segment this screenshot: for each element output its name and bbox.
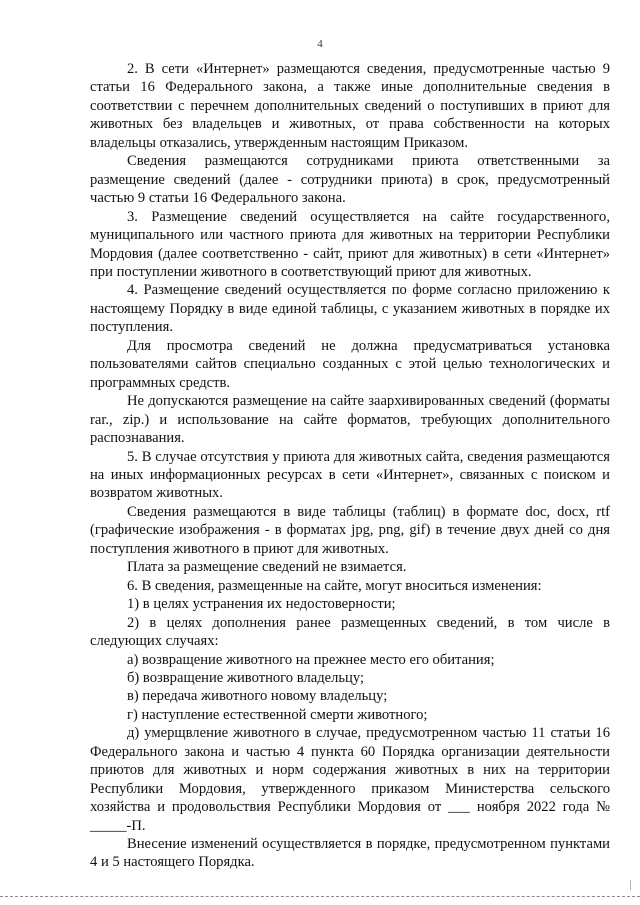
paragraph-changes-procedure: Внесение изменений осуществляется в порядке, предусмотренном пунктами 4 и 5 настоящего Порядка.	[90, 836, 610, 871]
paragraph-publication-by-staff: Сведения размещаются сотрудниками приюта ответственными за размещение сведений (далее - сотрудники приюта) в срок, предусмотренный частью 9 статьи 16 Федерального закона.	[90, 153, 610, 207]
list-item-v: в) передача животного новому владельцу;	[127, 688, 388, 705]
document-body	[90, 60, 610, 872]
paragraph-no-fee: Плата за размещение сведений не взимается.	[127, 559, 407, 576]
list-item-a: а) возвращение животного на прежнее место его обитания;	[127, 651, 495, 668]
paragraph-table-formats: Сведения размещаются в виде таблицы (таблиц) в формате doc, docx, rtf (графические изображения - в форматах jpg, png, gif) в течение двух дней со дня поступления животного в приют для животных.	[90, 503, 610, 557]
page-edge-line	[0, 896, 640, 897]
paragraph-no-special-software: Для просмотра сведений не должна предусматриваться установка пользователями сайтов специально созданных с этой целью технологических и программных средств.	[90, 337, 610, 391]
scan-mark	[630, 880, 631, 890]
list-item-d: д) умерщвление животного в случае, предусмотренном частью 11 статьи 16 Федерального закона и частью 4 пункта 60 Порядка организации деятельности приютов для животных и норм содержания животных в них на территории Республики Мордовия, утвержденного приказом Министерства сельского хозяйства и продовольствия Республики Мордовия от ___ ноября 2022 года № _____-П.	[90, 725, 610, 834]
paragraph-6-changes: 6. В сведения, размещенные на сайте, могут вноситься изменения:	[127, 577, 542, 594]
list-item-g: г) наступление естественной смерти животного;	[127, 706, 428, 723]
paragraph-no-archives: Не допускаются размещение на сайте заархивированных сведений (форматы rar., zip.) и использование на сайте форматов, требующих дополнительного распознавания.	[90, 393, 610, 447]
list-item-b: б) возвращение животного владельцу;	[127, 669, 365, 686]
paragraph-5-no-website: 5. В случае отсутствия у приюта для животных сайта, сведения размещаются на иных информационных ресурсах в сети «Интернет», связанных с поиском и возвратом животных.	[90, 448, 610, 502]
paragraph-4-publication-form: 4. Размещение сведений осуществляется по форме согласно приложению к настоящему Порядку в виде единой таблицы, с указанием животных в порядке их поступления.	[90, 282, 610, 336]
paragraph-2-internet-publication: 2. В сети «Интернет» размещаются сведения, предусмотренные частью 9 статьи 16 Федерального закона, а также иные дополнительные сведения в соответствии с перечнем дополнительных сведений о поступивших в приют для животных без владельцев и животных, от права собственности на которых владельцы отказались, утвержденным настоящим Приказом.	[90, 61, 610, 151]
paragraph-3-publication-site: 3. Размещение сведений осуществляется на сайте государственного, муниципального или частного приюта для животных на территории Республики Мордовия (далее соответственно - сайт, приют для животных) в сети «Интернет» при поступлении животного в соответствующий приют для животных.	[90, 208, 610, 280]
list-item-1: 1) в целях устранения их недостоверности;	[127, 596, 396, 613]
list-item-2: 2) в целях дополнения ранее размещенных сведений, в том числе в следующих случаях:	[90, 614, 610, 650]
page-number: 4	[317, 38, 323, 50]
